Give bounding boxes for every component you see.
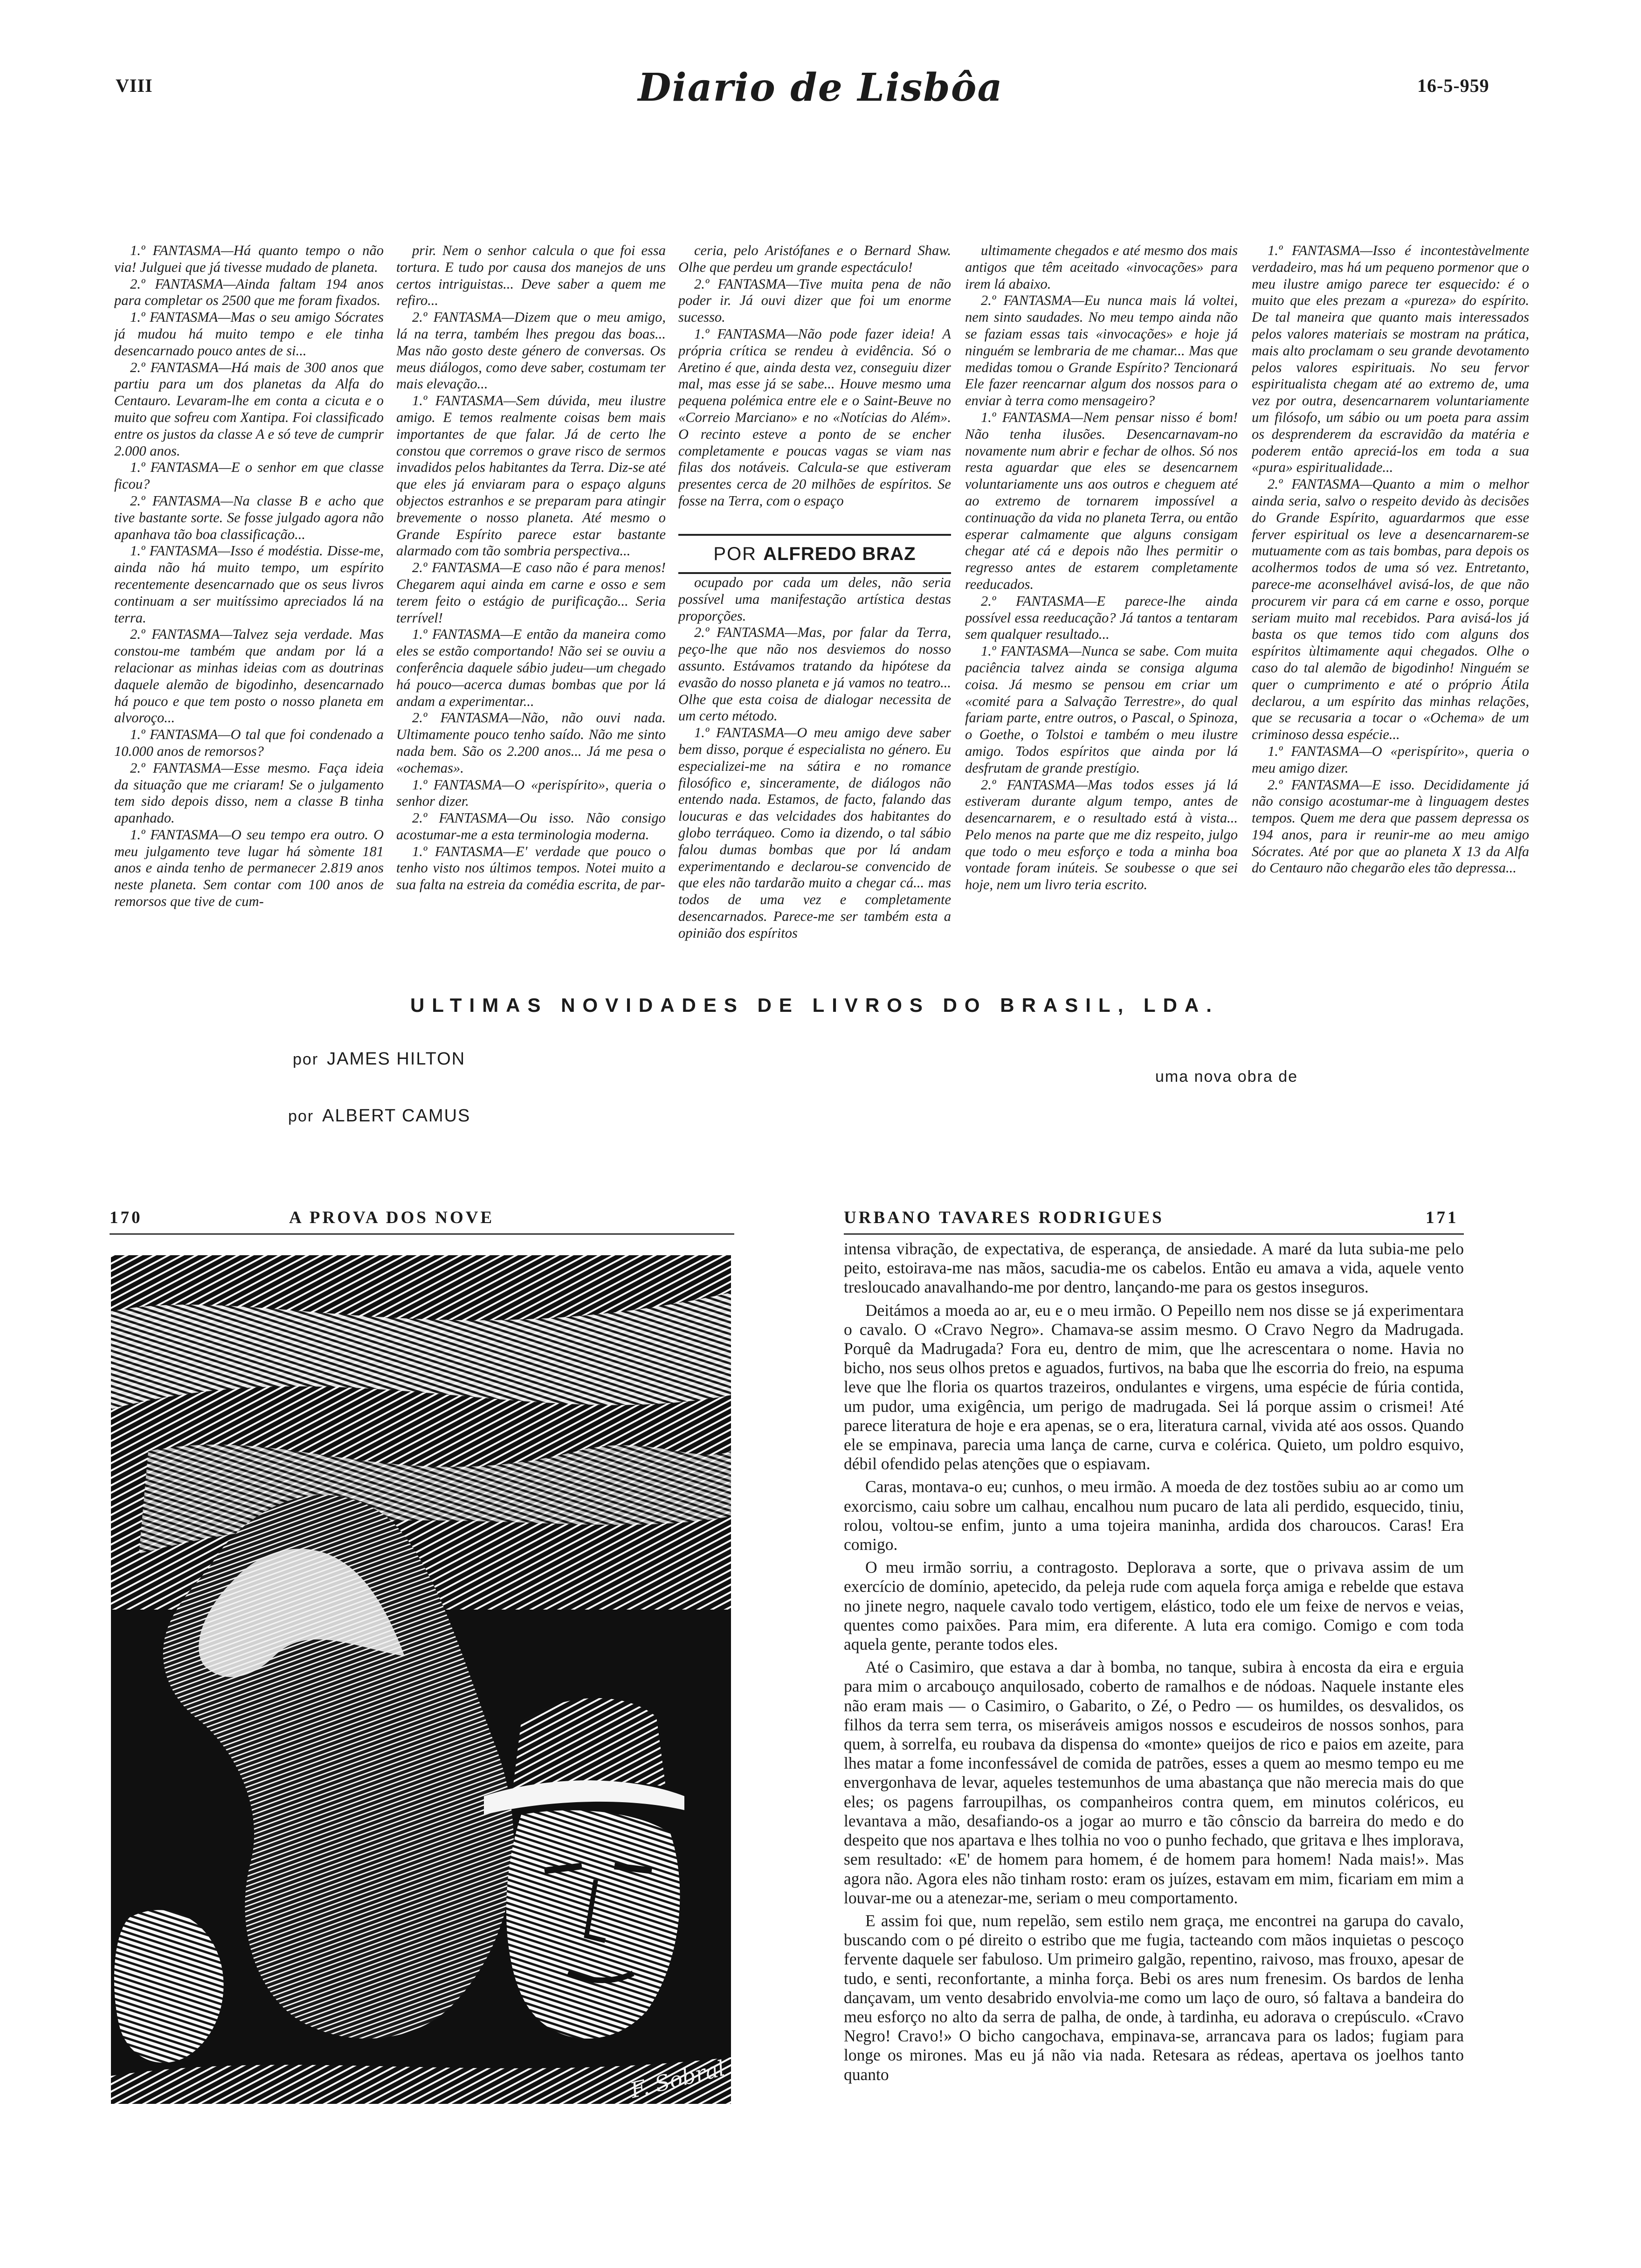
- article-column-2: [396, 242, 666, 984]
- novel-paragraph: E assim foi que, num repelão, sem estilo nem graça, me encontrei na garupa do cavalo, buscando com o pé direito o estribo que me fugia, tacteando com mãos inquietas o pescoço fervente daquele ser fabuloso. Um primeiro galgão, repentino, raivoso, mas frouxo, apesar de tudo, e senti, reconfortante, a minha força. Bebi os ares num frenesim. Os bardos de lenha dançavam, um vento desabrido envolvia-me como um laço de ouro, só faltava a bandeira do meu esforço no alto da serra de palha, de onde, à tardinha, eu adorava o crepúsculo. «Cravo Negro! Cravo!» O bicho cangochava, empinava-se, arrancava para os lados; fugiam para longe os mirones. Mas eu já não via nada. Retesara as rédeas, apertava os joelhos tanto quanto: [844, 1911, 1464, 2084]
- right-running-header: URBANO TAVARES RODRIGUES: [844, 1208, 1164, 1227]
- ad-banner: ULTIMAS NOVIDADES DE LIVROS DO BRASIL, LDA.: [410, 994, 1219, 1016]
- ad-line-camus: [288, 1106, 470, 1126]
- article-paragraph: 1.º FANTASMA—Sem dúvida, meu ilustre amigo. E temos realmente coisas bem mais importantes de que falar. Já de certo lhe constou que corremos o grave risco de sermos invadidos pelos habitantes da Terra. Diz-se até que eles já enviaram para o espaço alguns objectos estranhos e se preparam para atingir brevemente o nosso planeta. Até mesmo o Grande Espírito parece estar bastante alarmado com tão sombria perspectiva...: [396, 393, 666, 559]
- article-paragraph: prir. Nem o senhor calcula o que foi essa tortura. E tudo por causa dos manejos de uns certos intriguistas... Deve saber a quem me refiro...: [396, 242, 666, 309]
- article-paragraph: 1.º FANTASMA—Mas o seu amigo Sócrates já mudou há muito tempo e ele tinha desencarnado pouco antes de si...: [114, 309, 384, 359]
- article-paragraph: 1.º FANTASMA—E' verdade que pouco o tenho visto nos últimos tempos. Notei muito a sua falta na estreia da comédia escrita, de par-: [396, 843, 666, 893]
- article-paragraph: 2.º FANTASMA—Na classe B e acho que tive bastante sorte. Se fosse julgado agora não apanhava tão boa classificação...: [114, 492, 384, 542]
- article-paragraph: 1.º FANTASMA—O «perispírito», queria o senhor dizer.: [396, 776, 666, 809]
- article-paragraph: 1.º FANTASMA—O seu tempo era outro. O meu julgamento teve lugar há sòmente 181 anos e ainda tenho de permanecer 2.819 anos neste planeta. Sem contar com 100 anos de remorsos que tive de cum-: [114, 826, 384, 910]
- article-paragraph: 1.º FANTASMA—E então da maneira como eles se estão comportando! Não sei se ouviu a conferência daquele sábio judeu—um chegado há pouco—acerca dumas bombas que por lá andam a experimentar...: [396, 626, 666, 709]
- article-paragraph: 1.º FANTASMA—Nem pensar nisso é bom! Não tenha ilusões. Desencarnavam-no novamente num abrir e fechar de olhos. Só nos resta aguardar que eles se desencarnem voluntariamente uns aos outros e cheguem até ao extremo de tornarem impossível a continuação da vida no planeta Terra, ou então esperar calmamente que alguns consigam chegar até cá e depois não lhes permitir o regresso antes de estarem completamente reeducados.: [965, 409, 1238, 592]
- novel-paragraph: Caras, montava-o eu; cunhos, o meu irmão. A moeda de dez tostões subiu ao ar como um exorcismo, caiu sobre um calhau, encalhou num pucaro de lata ali perdido, esquecido, tiniu, rolou, voltou-se enfim, junto a uma tojeira maninha, ardida dos charoucos. Caras! Era comigo.: [844, 1477, 1464, 1554]
- ad-por-2: por: [288, 1107, 314, 1125]
- article-column-4: [965, 242, 1238, 984]
- left-running-header: A PROVA DOS NOVE: [289, 1208, 495, 1227]
- article-paragraph: ceria, pelo Aristófanes e o Bernard Shaw. Olhe que perdeu um grande espectáculo!: [678, 242, 951, 275]
- ad-por-1: por: [293, 1051, 319, 1068]
- novel-paragraph: intensa vibração, de expectativa, de esperança, de ansiedade. A maré da luta subia-me pelo peito, estoirava-me nas mãos, sacudia-me os cabelos. Então eu amava a vida, aquele vento tresloucado anavalhando-me por dentro, lançando-me para os gestos inseguros.: [844, 1239, 1464, 1297]
- article-column-5: [1252, 242, 1529, 984]
- article-paragraph: 1.º FANTASMA—Não pode fazer ideia! A própria crítica se rendeu à evidência. Só o Aretino é que, ainda desta vez, conseguiu dizer mal, mas esse já se sabe... Houve mesmo uma pequena polémica entre ele e o Saint-Beuve no «Correio Marciano» e no «Notícias do Além». O recinto esteve a ponto de se encher completamente e poucas vagas se viam nas filas dos notáveis. Calcula-se que estiveram presentes cerca de 20 milhões de espíritos. Se fosse na Terra, com o espaço: [678, 325, 951, 509]
- article-column-1: [114, 242, 384, 984]
- article-paragraph: 2.º FANTASMA—Tive muita pena de não poder ir. Já ouvi dizer que foi um enorme sucesso.: [678, 276, 951, 325]
- article-paragraph: 1.º FANTASMA—Há quanto tempo o não via! Julguei que já tivesse mudado de planeta.: [114, 242, 384, 275]
- article-paragraph: ocupado por cada um deles, não seria possível uma manifestação artística destas proporções.: [678, 574, 951, 624]
- article-paragraph: 2.º FANTASMA—Não, não ouvi nada. Ultimamente pouco tenho saído. Não me sinto nada bem. São os 2.200 anos... Já me pesa o «ochemas».: [396, 710, 666, 776]
- masthead-title: Diario de Lisbôa: [638, 65, 1003, 110]
- novel-paragraph: O meu irmão sorriu, a contragosto. Deplorava a sorte, que o privava assim de um exercício de domínio, apetecido, da peleja rude com aquela força amiga e rebelde que estava no jinete negro, naquele cavalo todo vertigem, elástico, todo ele um feixe de nervos e veias, quentes como paixões. Para mim, era diferente. A luta era comigo. Comigo e com toda aquela gente, perante todos eles.: [844, 1558, 1464, 1654]
- article-paragraph: 2.º FANTASMA—Dizem que o meu amigo, lá na terra, também lhes pregou das boas... Mas não gosto deste género de conversas. Os meus diálogos, como deve saber, costumam ter mais elevação...: [396, 309, 666, 392]
- article-paragraph: 2.º FANTASMA—Ainda faltam 194 anos para completar os 2500 que me foram fixados.: [114, 276, 384, 309]
- ad-line-hilton: [293, 1049, 465, 1069]
- right-header-rule: [844, 1233, 1464, 1235]
- page-number: VIII: [116, 75, 153, 96]
- article-paragraph: 2.º FANTASMA—E isso. Decididamente já não consigo acostumar-me à linguagem destes tempos. Quem me dera que passem depressa os 194 anos, para ir reunir-me ao meu amigo Sócrates. Até por que ao planeta X 13 da Alfa do Centauro não chegarão eles tão depressa...: [1252, 776, 1529, 876]
- article-paragraph: 2.º FANTASMA—Eu nunca mais lá voltei, nem sinto saudades. No meu tempo ainda não se faziam essas tais «invocações» e hoje já ninguém se lembraria de me chamar... Mas que medidas tomou o Grande Espírito? Tencionará Ele fazer reencarnar algum dos nossos para o enviar à terra como mensageiro?: [965, 292, 1238, 409]
- novel-paragraph: Até o Casimiro, que estava a dar à bomba, no tanque, subira à encosta da eira e erguia para mim o arcabouço anquilosado, coberto de ramalhos e de nódoas. Naquele instante eles não eram mais — o Casimiro, o Gabarito, o Zé, o Pedro — os humildes, os desvalidos, os filhos da terra sem terra, os miseráveis amigos nossos e escudeiros de nossos sonhos, para quem, à sorrelfa, eu roubava da dispensa do «monte» queijos de rico e paios em azeite, para lhes matar a fome inconfessável de comida de patrões, esses a quem ao mesmo tempo eu me envergonhava de levar, aqueles testemunhos de uma abastança que não merecia mais do que eles; os pagens farroupilhas, os companheiros contra quem, em minutos coléricos, eu levantava a mão, desafiando-os a jogar ao murro e tão cônscio da barreira do medo e do despeito que nos apartava e lhes tolhia no voo o punho fechado, que gritava e lhes implorava, sem resultado: «E' de homem para homem, é de homem para homem! Nada mais!». Mas agora não. Agora eles não tinham rosto: eram os juízes, estavam em mim, ficariam em mim a louvar-me ou a atenezar-me, seriam o meu comportamento.: [844, 1658, 1464, 1907]
- ad-author-hilton: JAMES HILTON: [327, 1049, 466, 1069]
- article-paragraph: 1.º FANTASMA—O meu amigo deve saber bem disso, porque é especialista no género. Eu especializei-me na sátira e no romance filosófico e, sinceramente, de diálogos não entendo nada. Estamos, de facto, falando das loucuras e das velcidades dos habitantes do globo terráqueo. Como ia dizendo, o tal sábio falou dumas bombas que por lá andam experimentando e declarou-se convencido de que eles não tardarão muito a chegar cá... mas todos de uma vez e completamente desencarnados. Parece-me ser também esta a opinião dos espíritos: [678, 725, 951, 941]
- article-byline: [678, 534, 951, 574]
- article-paragraph: 1.º FANTASMA—Isso é incontestàvelmente verdadeiro, mas há um pequeno pormenor que o meu ilustre amigo parece ter esquecido: é o muito que eles prezam a «pureza» do espírito. De tal maneira que quanto mais interessados pelos valores materiais se mostram na prática, mais alto proclamam o seu grande devotamento pelos valores espirituais. No seu fervor espiritualista chegam até ao extremo de, uma vez por outra, desencarnarem voluntariamente um filósofo, um sábio ou um poeta para assim os desprenderem da escravidão da matéria e poderem então apreciá-los em toda a sua «pura» espiritualidade...: [1252, 242, 1529, 476]
- article-paragraph: 1.º FANTASMA—O tal que foi condenado a 10.000 anos de remorsos?: [114, 726, 384, 759]
- article-paragraph: 2.º FANTASMA—E parece-lhe ainda possível essa reeducação? Já tantos a tentaram sem qualquer resultado...: [965, 593, 1238, 643]
- illustration-signature: F. Sobral: [627, 2055, 728, 2103]
- article-column-3: [678, 242, 951, 532]
- novel-paragraph: Deitámos a moeda ao ar, eu e o meu irmão. O Pepeillo nem nos disse se já experimentara o cavalo. O «Cravo Negro». Chamava-se assim mesmo. O Cravo Negro da Madrugada. Porquê da Madrugada? Fora eu, dentro de mim, que lhe acrescentara o nome. Havia no bicho, nos seus olhos pretos e aguados, furtivos, na baba que lhe escorria do freio, na espuma leve que lhe floria os quartos trazeiros, ondulantes e virgens, uma espécie de fúria contida, um pudor, uma exigência, um perigo de madrugada. Sei lá porque assim o crismei! Até parece literatura de hoje e era apenas, se o era, literatura carnal, vivida até aos ossos. Quando ele se empinava, parecia uma lança de carne, curva e colérica. Quieto, um poldro esquivo, débil ofendido pelas atenções que o espiavam.: [844, 1300, 1464, 1473]
- article-paragraph: 2.º FANTASMA—Mas, por falar da Terra, peço-lhe que não nos desviemos do nosso assunto. Estávamos tratando da hipótese da evasão do nosso planeta e já vamos no teatro... Olhe que esta coisa de dialogar necessita de um certo método.: [678, 624, 951, 724]
- novel-text: [844, 1239, 1464, 2237]
- article-paragraph: 2.º FANTASMA—E caso não é para menos! Chegarem aqui ainda em carne e osso e sem terem feito o estágio de purificação... Seria terrível!: [396, 560, 666, 626]
- article-paragraph: 1.º FANTASMA—E o senhor em que classe ficou?: [114, 459, 384, 492]
- article-paragraph: 1.º FANTASMA—O «perispírito», queria o meu amigo dizer.: [1252, 743, 1529, 776]
- left-header-rule: [110, 1233, 734, 1235]
- byline-author: ALFREDO BRAZ: [763, 543, 916, 564]
- left-page-number: 170: [110, 1208, 143, 1227]
- article-column-3-cont: [678, 574, 951, 985]
- article-paragraph: 2.º FANTASMA—Há mais de 300 anos que partiu para um dos planetas da Alfa do Centauro. Levaram-lhe em conta a cicuta e o muito que sofreu com Xantipa. Foi classificado entre os justos da classe A e só teve de cumprir 2.000 anos.: [114, 359, 384, 459]
- article-paragraph: 2.º FANTASMA—Quanto a mim o melhor ainda seria, salvo o respeito devido às decisões do Grande Espírito, aguardarmos que esse ferver espiritual os leve a desencarnarem-se mutuamente com as tais bombas, para depois os acolhermos todos de uma só vez. Entretanto, parece-me aconselhável avisá-los, de que não procurem vir para cá em carne e osso, porque seriam muito mal recebidos. Para avisá-los já basta os que temos tido com alguns dos espíritos ùltimamente aqui chegados. Olhe o caso do tal alemão de bigodinho! Ninguém se quer o cumprimento e até o próprio Átila declarou, a um espírito das minhas relações, que se recusaria a tocar o «Ochema» de um criminoso dessa espécie...: [1252, 476, 1529, 743]
- article-paragraph: 1.º FANTASMA—Isso é modéstia. Disse-me, ainda não há muito tempo, um espírito recentemente desencarnado que os seus livros continuam a ser muitíssimo apreciados lá na terra.: [114, 543, 384, 626]
- issue-date: 16-5-959: [1417, 75, 1489, 96]
- article-paragraph: ultimamente chegados e até mesmo dos mais antigos que têm aceitado «invocações» para irem lá abaixo.: [965, 242, 1238, 292]
- article-paragraph: 1.º FANTASMA—Nunca se sabe. Com muita paciência talvez ainda se consiga alguma coisa. Já mesmo se pensou em criar um «comité para a Salvação Terrestre», do qual fariam parte, entre outros, o Pascal, o Spinoza, o Goethe, o Tolstoi e também o meu ilustre amigo. Todos espíritos que ainda por lá desfrutam de grande prestígio.: [965, 643, 1238, 776]
- ad-right-text: uma nova obra de: [1155, 1068, 1298, 1086]
- article-paragraph: 2.º FANTASMA—Mas todos esses já lá estiveram durante algum tempo, antes de desencarnarem, e o resultado está à vista... Pelo menos na parte que me diz respeito, julgo que todo o meu esforço e toda a minha boa vontade foram inúteis. Se soubesse o que sei hoje, nem um livro teria escrito.: [965, 776, 1238, 893]
- right-page-number: 171: [1426, 1208, 1459, 1227]
- woodcut-illustration: [111, 1255, 731, 2104]
- article-paragraph: 2.º FANTASMA—Ou isso. Não consigo acostumar-me a esta terminologia moderna.: [396, 810, 666, 843]
- article-paragraph: 2.º FANTASMA—Esse mesmo. Faça ideia da situação que me criaram! Se o julgamento tem sido depois disso, nem a classe B tinha apanhado.: [114, 760, 384, 826]
- byline-prefix: POR: [713, 543, 757, 564]
- ad-author-camus: ALBERT CAMUS: [322, 1106, 471, 1126]
- article-paragraph: 2.º FANTASMA—Talvez seja verdade. Mas constou-me também que andam por lá a relacionar as minhas ideias com as doutrinas daquele alemão de bigodinho, desencarnado há pouco e que tem posto o nosso planeta em alvoroço...: [114, 626, 384, 726]
